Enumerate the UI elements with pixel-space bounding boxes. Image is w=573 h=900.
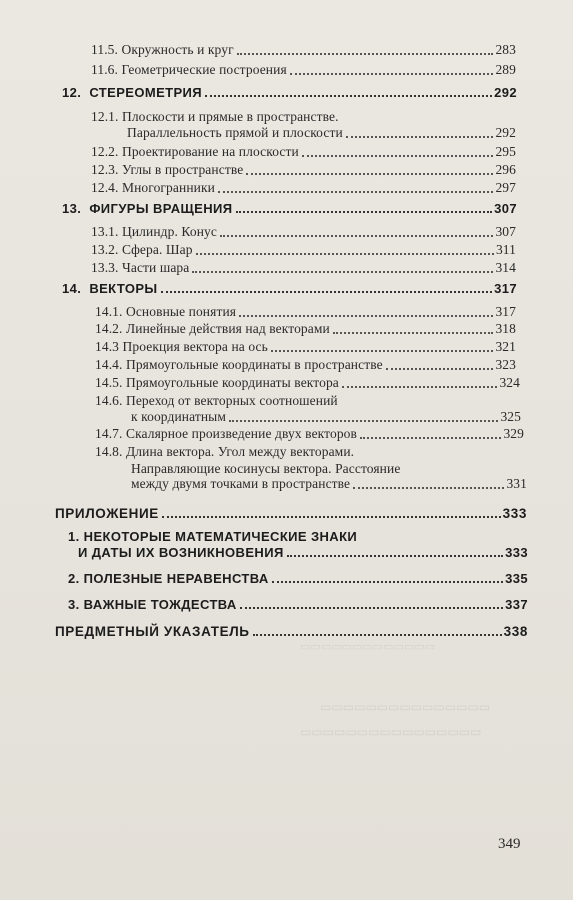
entry-title: Окружность и круг (121, 42, 234, 57)
entry-number: 13.3. (91, 260, 119, 275)
entry-number: 11.6. (91, 62, 118, 77)
page-number: 349 (498, 836, 521, 852)
leader-dots (205, 95, 492, 97)
leader-dots (161, 291, 493, 293)
toc-entry-13-1 (91, 224, 516, 240)
entry-title: Сфера. Шар (121, 242, 193, 257)
entry-title: Прямоугольные координаты вектора (125, 375, 339, 390)
leader-dots (302, 155, 494, 157)
leader-dots (229, 420, 498, 422)
leader-dots (333, 332, 494, 334)
leader-dots (236, 211, 493, 213)
toc-entry-14-3 (95, 339, 516, 355)
entry-title: Длина вектора. Угол между векторами. (125, 444, 355, 459)
entry-number: 11.5. (91, 42, 118, 57)
chapter-page: 307 (494, 201, 517, 216)
item-title: НЕКОТОРЫЕ МАТЕМАТИЧЕСКИЕ ЗНАКИ (83, 529, 358, 544)
toc-entry-12-2 (91, 144, 516, 160)
leader-dots (346, 136, 494, 138)
leader-dots (192, 271, 493, 273)
entry-title: Переход от векторных соотношений (125, 393, 338, 408)
entry-number: 14.1. (95, 304, 123, 319)
entry-page: 321 (495, 339, 516, 354)
toc-entry-14-7 (95, 426, 524, 442)
leader-dots (353, 487, 504, 489)
bleed-through-text: ▭▭▭▭▭▭▭▭▭▭▭▭▭▭▭ (320, 700, 491, 714)
entry-page: 318 (495, 321, 516, 336)
leader-dots (220, 235, 493, 237)
toc-entry-14-5 (95, 375, 520, 391)
entry-page: 283 (495, 42, 516, 57)
entry-page: 289 (495, 62, 516, 77)
chapter-number: 14. (62, 281, 82, 296)
chapter-number: 12. (62, 85, 82, 100)
entry-page: 325 (500, 409, 521, 424)
leader-dots (287, 555, 503, 557)
toc-entry-14-2 (95, 321, 516, 337)
entry-page: 292 (495, 125, 516, 140)
entry-page: 307 (495, 224, 516, 239)
toc-entry-12-3 (91, 162, 516, 178)
entry-title-cont: Параллельность прямой и плоскости (127, 125, 343, 140)
toc-entry-14-8-line1 (95, 444, 354, 460)
leader-dots (360, 437, 501, 439)
entry-page: 324 (499, 375, 520, 390)
leader-dots (272, 581, 503, 583)
chapter-title: ФИГУРЫ ВРАЩЕНИЯ (89, 201, 233, 216)
entry-title: Основные понятия (125, 304, 237, 319)
leader-dots (290, 73, 494, 75)
item-page: 335 (505, 571, 528, 586)
section-page: 333 (502, 506, 527, 521)
entry-page: 295 (495, 144, 516, 159)
toc-entry-14-1 (95, 304, 516, 320)
toc-chapter-13 (62, 201, 517, 216)
item-number: 3. (68, 597, 80, 612)
entry-page: 311 (495, 242, 516, 257)
entry-page: 329 (503, 426, 524, 441)
section-title: ПРИЛОЖЕНИЕ (55, 506, 159, 521)
chapter-title: ВЕКТОРЫ (89, 281, 158, 296)
entry-title: Проектирование на плоскости (121, 144, 299, 159)
leader-dots (240, 607, 503, 609)
leader-dots (239, 315, 493, 317)
item-title: ПОЛЕЗНЫЕ НЕРАВЕНСТВА (83, 571, 269, 586)
entry-title: Углы в пространстве (121, 162, 244, 177)
entry-title: Геометрические построения (121, 62, 287, 77)
toc-entry-14-6-line1 (95, 393, 338, 409)
toc-entry-14-8-line2 (131, 461, 400, 477)
chapter-title: СТЕРЕОМЕТРИЯ (89, 85, 203, 100)
entry-title-cont: к координатным (131, 409, 226, 424)
leader-dots (237, 53, 494, 55)
item-number: 2. (68, 571, 80, 586)
toc-subject-index (55, 624, 528, 639)
entry-title: Части шара (121, 260, 190, 275)
leader-dots (196, 253, 494, 255)
entry-title: Линейные действия над векторами (125, 321, 330, 336)
entry-title: Многогранники (121, 180, 215, 195)
entry-number: 12.3. (91, 162, 119, 177)
entry-number: 12.4. (91, 180, 119, 195)
entry-number: 14.4. (95, 357, 123, 372)
chapter-page: 292 (494, 85, 517, 100)
toc-entry-14-8-line3 (131, 476, 527, 492)
entry-page: 296 (495, 162, 516, 177)
toc-appendix-3 (68, 597, 528, 612)
entry-page: 297 (495, 180, 516, 195)
toc-appendix (55, 506, 527, 521)
toc-chapter-12 (62, 85, 517, 100)
toc-entry-12-1-line2 (127, 125, 516, 141)
toc-entry-14-4 (95, 357, 516, 373)
toc-chapter-14 (62, 281, 517, 296)
entry-number: 12.2. (91, 144, 119, 159)
toc-appendix-1-line2 (78, 545, 528, 560)
entry-page: 317 (495, 304, 516, 319)
chapter-page: 317 (494, 281, 517, 296)
entry-number: 14.8. (95, 444, 123, 459)
entry-page: 314 (495, 260, 516, 275)
entry-number: 13.1. (91, 224, 119, 239)
entry-page: 323 (495, 357, 516, 372)
toc-entry-13-2 (91, 242, 516, 258)
item-number: 1. (68, 529, 80, 544)
entry-title: Скалярное произведение двух векторов (125, 426, 357, 441)
entry-title: Проекция вектора на ось (122, 339, 268, 354)
item-page: 337 (505, 597, 528, 612)
leader-dots (218, 191, 493, 193)
item-page: 333 (505, 545, 528, 560)
entry-title: Плоскости и прямые в пространстве. (121, 109, 339, 124)
toc-appendix-1-line1 (68, 529, 357, 544)
entry-title: Цилиндр. Конус (121, 224, 217, 239)
toc-entry-14-6-line2 (131, 409, 521, 425)
leader-dots (253, 634, 502, 636)
entry-number: 12.1. (91, 109, 119, 124)
toc-entry-11-5 (91, 42, 516, 58)
leader-dots (246, 173, 493, 175)
toc-entry-12-1-line1 (91, 109, 339, 125)
toc-entry-12-4 (91, 180, 516, 196)
entry-page: 331 (506, 476, 527, 491)
toc-entry-13-3 (91, 260, 516, 276)
toc-appendix-2 (68, 571, 528, 586)
section-title: ПРЕДМЕТНЫЙ УКАЗАТЕЛЬ (55, 624, 250, 639)
chapter-number: 13. (62, 201, 82, 216)
bleed-through-text: ▭▭▭▭▭▭▭▭▭▭▭▭▭▭▭▭ (300, 725, 482, 739)
leader-dots (162, 516, 501, 518)
item-title: ВАЖНЫЕ ТОЖДЕСТВА (83, 597, 237, 612)
entry-number: 14.3 (95, 339, 120, 354)
item-title-cont: И ДАТЫ ИХ ВОЗНИКНОВЕНИЯ (78, 545, 284, 560)
entry-title-cont2: между двумя точками в пространстве (131, 476, 351, 491)
entry-number: 14.5. (95, 375, 123, 390)
leader-dots (342, 386, 498, 388)
entry-title-cont: Направляющие косинусы вектора. Расстояние (131, 461, 401, 476)
section-page: 338 (503, 624, 528, 639)
leader-dots (271, 350, 494, 352)
leader-dots (386, 368, 494, 370)
entry-number: 14.6. (95, 393, 123, 408)
toc-entry-11-6 (91, 62, 516, 78)
entry-number: 13.2. (91, 242, 119, 257)
entry-number: 14.7. (95, 426, 123, 441)
entry-number: 14.2. (95, 321, 123, 336)
bleed-through-text: ▭▭▭▭▭▭▭▭▭▭▭▭▭ (300, 641, 436, 653)
entry-title: Прямоугольные координаты в пространстве (125, 357, 383, 372)
